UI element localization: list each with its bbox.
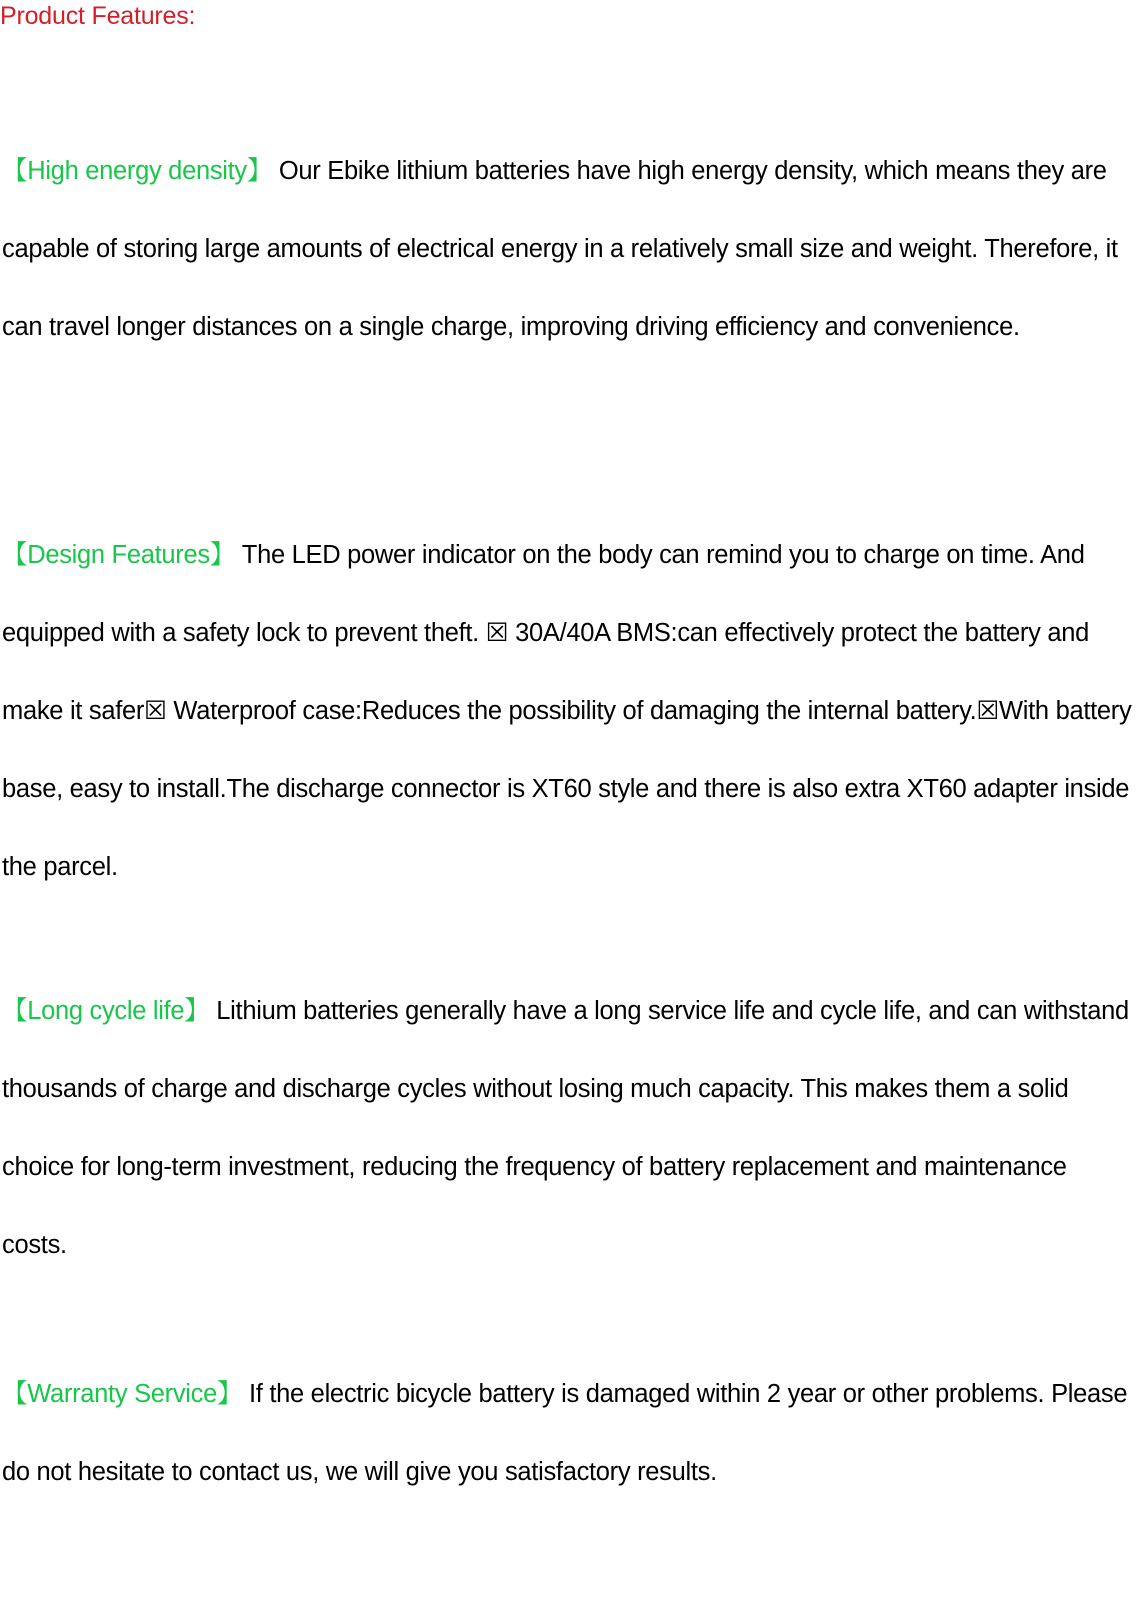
feature-text: If the electric bicycle battery is damaged within 2 year or other problems. Please do not hesitate to contact us, we will give you satisfactory results.: [2, 1380, 1128, 1486]
feature-tag: 【Design Features】: [2, 541, 235, 569]
feature-text: Lithium batteries generally have a long service life and cycle life, and can withstand thousands of charge and discharge cycles without losing much capacity. This makes them a solid choice for long-term investment, reducing the frequency of battery replacement and maintenance costs.: [2, 997, 1129, 1259]
page-title: Product Features:: [0, 2, 196, 30]
feature-high-energy-density: [2, 132, 1134, 366]
feature-long-cycle-life: [2, 972, 1134, 1284]
feature-tag: 【High energy density】: [2, 157, 273, 185]
feature-text: Our Ebike lithium batteries have high energy density, which means they are capable of storing large amounts of electrical energy in a relatively small size and weight. Therefore, it can travel longer distances on a single charge, improving driving efficiency and convenience.: [2, 157, 1118, 341]
feature-warranty-service: [2, 1355, 1134, 1511]
feature-tag: 【Long cycle life】: [2, 997, 210, 1025]
feature-text: The LED power indicator on the body can remind you to charge on time. And equipped with a safety lock to prevent theft. ☒ 30A/40A BMS:can effectively protect the battery and make it safer☒ Waterproof case:Reduces the possibility of damaging the internal battery.☒With battery base, easy to install.The discharge connector is XT60 style and there is also extra XT60 adapter inside the parcel.: [2, 541, 1132, 881]
feature-tag: 【Warranty Service】: [2, 1380, 243, 1408]
feature-design-features: [2, 516, 1134, 906]
